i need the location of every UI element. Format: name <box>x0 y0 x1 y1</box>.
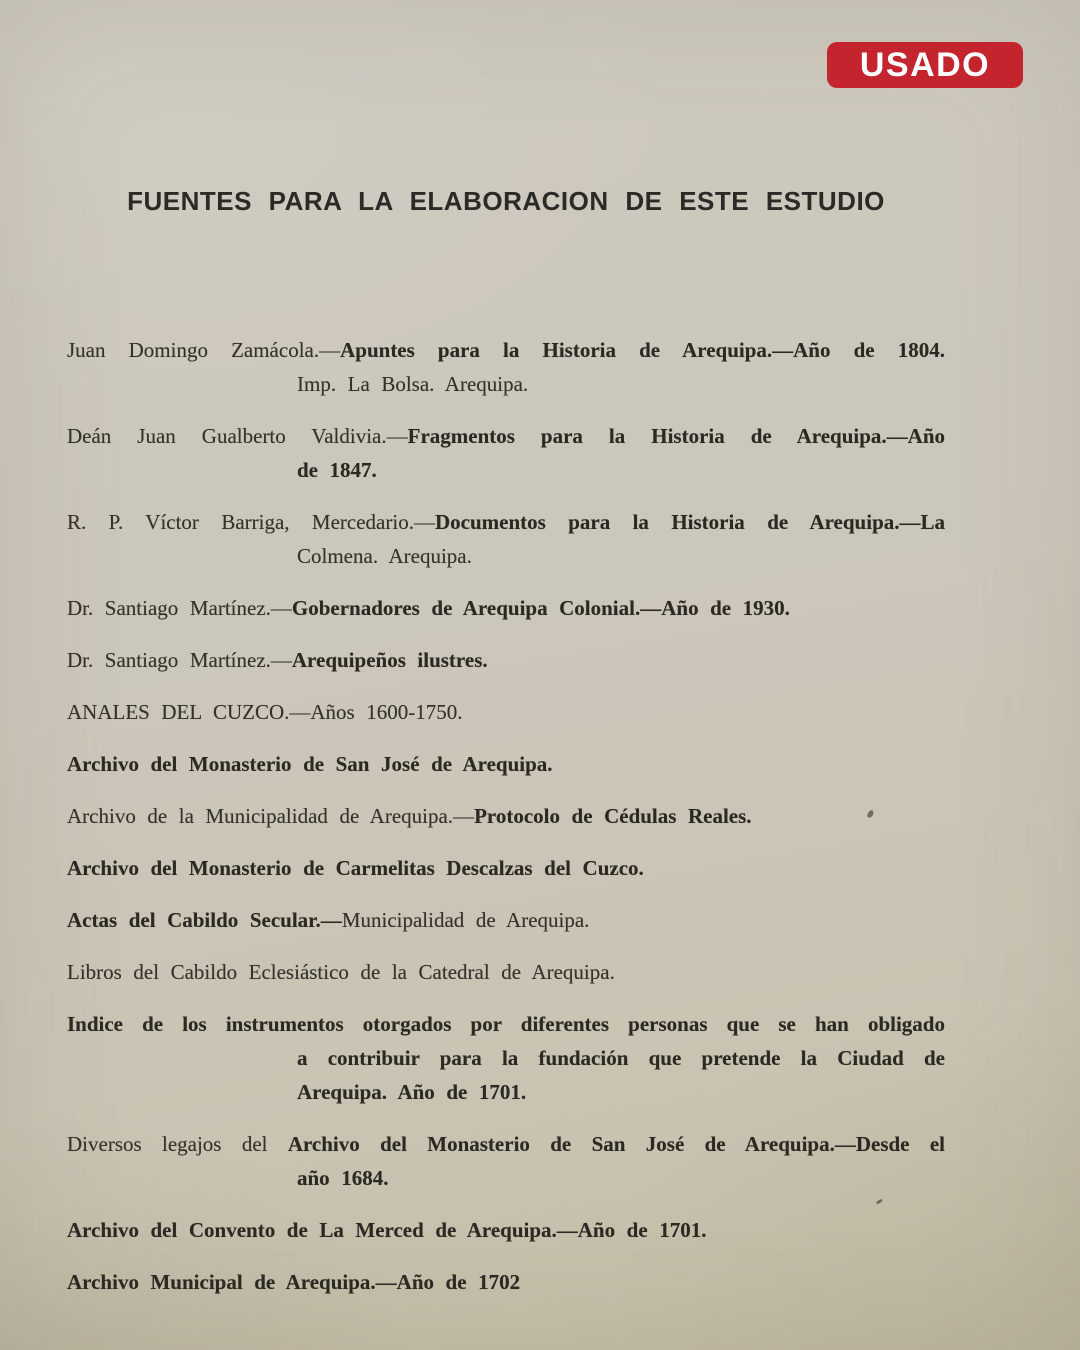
entry-text-bold: año 1684. <box>297 1166 389 1190</box>
entry-text: Dr. Santiago Martínez.— <box>67 648 292 672</box>
entry-text-bold: a contribuir para la fundación que pretende la Ciudad de <box>297 1046 945 1070</box>
entry-text-bold: Indice de los instrumentos otorgados por diferentes personas que se han obligado <box>67 1012 945 1036</box>
entry-line <box>67 955 945 989</box>
entry-text-bold: Archivo Municipal de Arequipa.—Año de 1702 <box>67 1270 521 1294</box>
entry-line <box>297 1075 945 1109</box>
bibliography-entry <box>67 505 945 573</box>
page-title: FUENTES PARA LA ELABORACION DE ESTE ESTUDIO <box>127 186 885 216</box>
entry-text: Dr. Santiago Martínez.— <box>67 596 292 620</box>
entry-text: Imp. La Bolsa. Arequipa. <box>297 372 529 396</box>
bibliography-entry <box>67 851 945 885</box>
entry-line <box>67 1265 945 1299</box>
entry-text-bold: Archivo del Convento de La Merced de Arequipa.—Año de 1701. <box>67 1218 707 1242</box>
entry-text-bold: Gobernadores de Arequipa Colonial.—Año de 1930. <box>291 596 790 620</box>
entry-line <box>67 1127 945 1161</box>
entry-line <box>297 1161 945 1195</box>
entry-text-bold: Fragmentos para la Historia de Arequipa.—Año <box>407 424 945 448</box>
entry-text-bold: Documentos para la Historia de Arequipa.—La <box>434 510 945 534</box>
entry-line <box>67 333 945 367</box>
bibliography-entry <box>67 591 945 625</box>
entry-line <box>297 539 945 573</box>
entry-text-bold: Apuntes para la Historia de Arequipa.—Año de 1804. <box>340 338 945 362</box>
entry-line <box>67 505 945 539</box>
entry-text: Colmena. Arequipa. <box>297 544 472 568</box>
entry-text: ANALES DEL CUZCO.—Años 1600-1750. <box>67 700 463 724</box>
bibliography-entry <box>67 799 945 833</box>
entry-line <box>67 1213 945 1247</box>
entry-text: R. P. Víctor Barriga, Mercedario.— <box>67 510 435 534</box>
entry-text-bold: Protocolo de Cédulas Reales. <box>474 804 752 828</box>
bibliography-entry <box>67 903 945 937</box>
entry-line <box>297 1041 945 1075</box>
entry-text: Archivo de la Municipalidad de Arequipa.— <box>67 804 475 828</box>
used-condition-badge-label: USADO <box>859 45 991 84</box>
entry-line <box>67 747 945 781</box>
entries <box>67 333 945 1317</box>
entry-text: Libros del Cabildo Eclesiástico de la Catedral de Arequipa. <box>67 960 615 984</box>
entry-line <box>297 367 945 401</box>
bibliography-entry <box>67 419 945 487</box>
entry-line <box>67 591 945 625</box>
entry-text-bold: Archivo del Monasterio de Carmelitas Descalzas del Cuzco. <box>67 856 644 880</box>
entry-line <box>67 903 945 937</box>
bibliography-entry <box>67 1265 945 1299</box>
entry-line <box>67 419 945 453</box>
bibliography-entry <box>67 955 945 989</box>
entry-text-bold: Arequipa. Año de 1701. <box>297 1080 527 1104</box>
bibliography-entry <box>67 1213 945 1247</box>
entry-line <box>67 695 945 729</box>
entry-text: Municipalidad de Arequipa. <box>341 908 590 932</box>
entry-text-bold: Arequipeños ilustres. <box>291 648 488 672</box>
bibliography-entry <box>67 333 945 401</box>
page-content <box>67 0 945 1350</box>
bibliography-entry <box>67 747 945 781</box>
bibliography-entry <box>67 1007 945 1109</box>
entry-text: Juan Domingo Zamácola.— <box>67 338 341 362</box>
entry-line <box>67 799 945 833</box>
bibliography-entry <box>67 1127 945 1195</box>
entry-line <box>67 851 945 885</box>
bibliography-entry <box>67 695 945 729</box>
entry-text-bold: Archivo del Monasterio de San José de Arequipa.—Desde el <box>287 1132 945 1156</box>
entry-line <box>67 1007 945 1041</box>
entry-line <box>67 643 945 677</box>
bibliography-entry <box>67 643 945 677</box>
entry-text-bold: Actas del Cabildo Secular.— <box>67 908 342 932</box>
entry-text: Deán Juan Gualberto Valdivia.— <box>67 424 408 448</box>
entry-text-bold: Archivo del Monasterio de San José de Arequipa. <box>67 752 553 776</box>
entry-text: Diversos legajos del <box>67 1132 288 1156</box>
entry-line <box>297 453 945 487</box>
entry-text-bold: de 1847. <box>297 458 377 482</box>
